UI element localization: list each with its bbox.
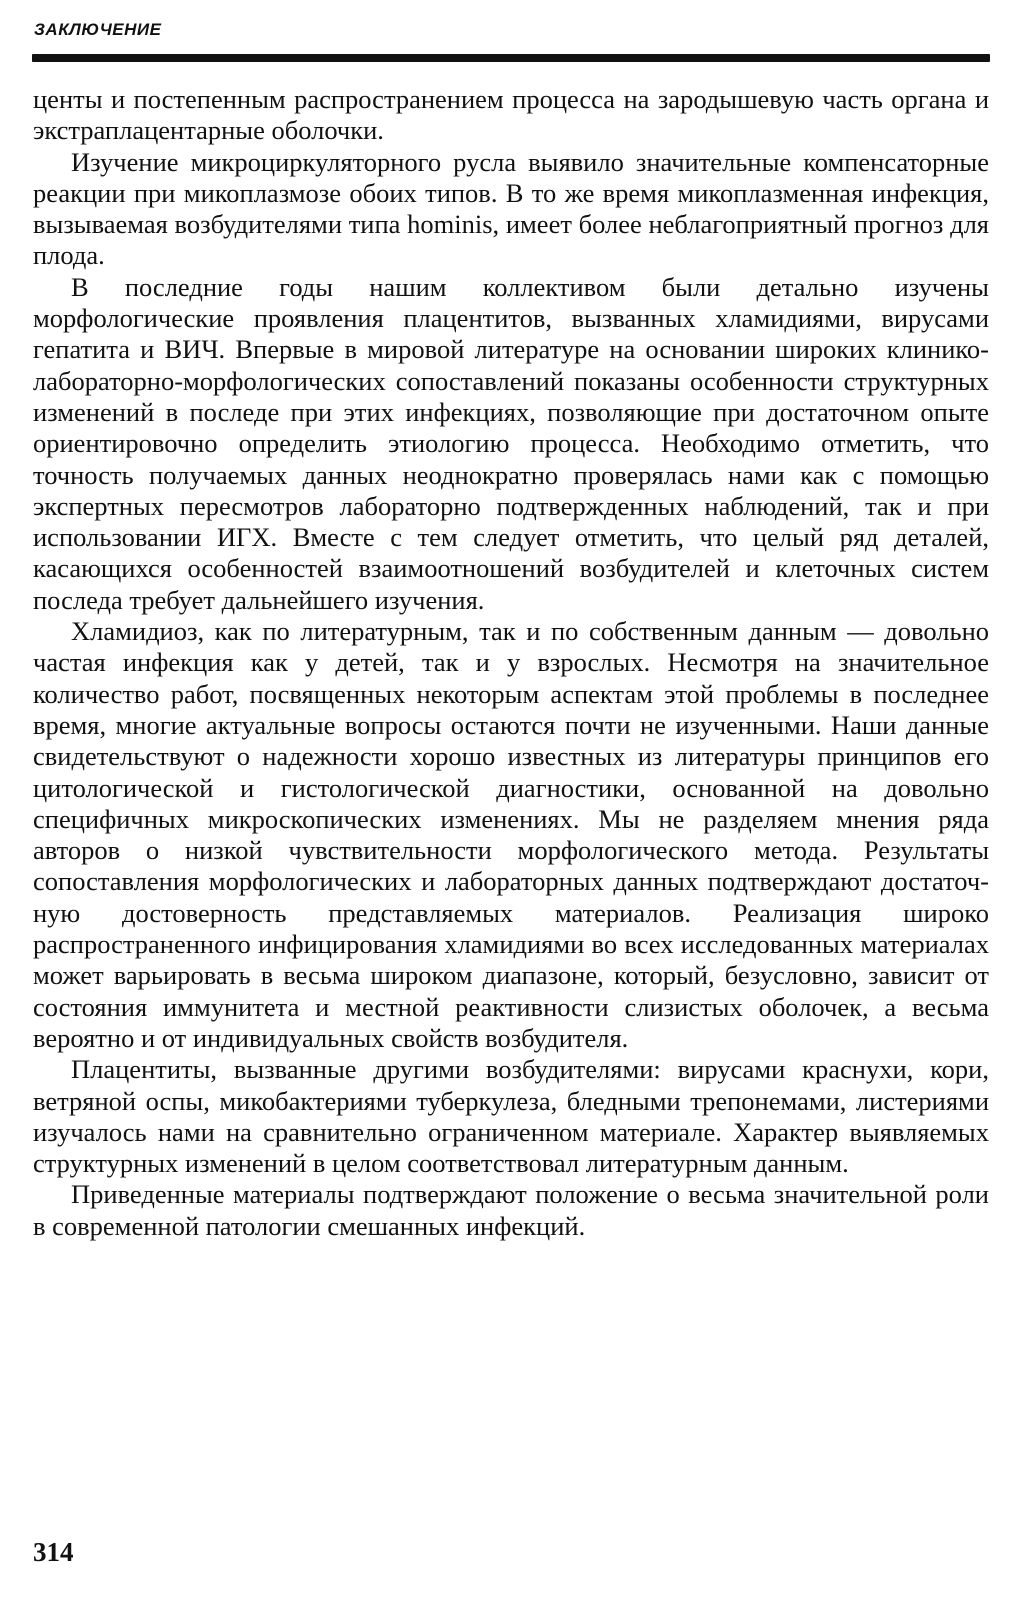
paragraph-4: Хламидиоз, как по литературным, так и по собственным данным — довольно частая инфекция как у детей, так и у взрослых. Несмотря на значительное количество работ, посвященных некоторым аспектам этой проблемы в последнее время, многие актуальные вопросы остаются почти не изученными. Наши данные свидетельствуют о надежности хорошо известных из литературы принципов его цитологической и гистологической диагностики, основанной на довольно специфичных микроскопических изменениях. Мы не разделяем мнения ряда авторов о низкой чувствительности морфологического метода. Результаты сопоставления морфологических и лабораторных данных подтверждают достаточную достоверность представляемых материалов. Реализация широко распространенного инфицирования хламидиями во всех исследованных материалах может варьировать в весьма широком диапазоне, который, безусловно, зависит от состояния иммунитета и местной реактивности слизистых оболочек, а весьма вероятно и от индивидуальных свойств возбудителя. xyxy=(33,616,989,1053)
page-number: 314 xyxy=(33,1537,74,1567)
paragraph-2: Изучение микроциркуляторного русла выявило значительные компенсаторные реакции при микоплазмозе обоих типов. В то же время микоплазменная инфекция, вызываемая возбудителями типа hominis, имеет более неблагоприятный прогноз для плода. xyxy=(33,146,989,271)
running-title: ЗАКЛЮЧЕНИЕ xyxy=(34,20,162,39)
paragraph-6: Приведенные материалы подтверждают положение о весьма значительной роли в современной патологии смешанных инфекций. xyxy=(33,1179,989,1241)
body-text xyxy=(33,84,989,1242)
paragraph-3: В последние годы нашим коллективом были детально изучены морфологические проявления плацентитов, вызванных хламидиями, вирусами гепатита и ВИЧ. Впервые в мировой литературе на основании широких клинико-лабораторно-морфологических сопоставлений показаны особенности структурных изменений в последе при этих инфекциях, позволяющие при достаточном опыте ориентировочно определить этиологию процесса. Необходимо отметить, что точность получаемых данных неоднократно проверялась нами как с помощью экспертных пересмотров лабораторно подтвержденных наблюдений, так и при использовании ИГХ. Вместе с тем следует отметить, что целый ряд деталей, касающихся особенностей взаимоотношений возбудителей и клеточных систем последа требует дальнейшего изучения. xyxy=(33,271,989,615)
paragraph-1: центы и постепенным распространением процесса на зародышевую часть органа и экстраплацентарные оболочки. xyxy=(33,84,989,146)
header-rule xyxy=(32,54,990,62)
paragraph-5: Плацентиты, вызванные другими возбудителями: вирусами краснухи, кори, ветряной оспы, микобактериями туберкулеза, бледными трепонемами, листериями изучалось нами на сравнительно ограниченном материале. Характер выявляемых структурных изменений в целом соответствовал литературным данным. xyxy=(33,1054,989,1179)
